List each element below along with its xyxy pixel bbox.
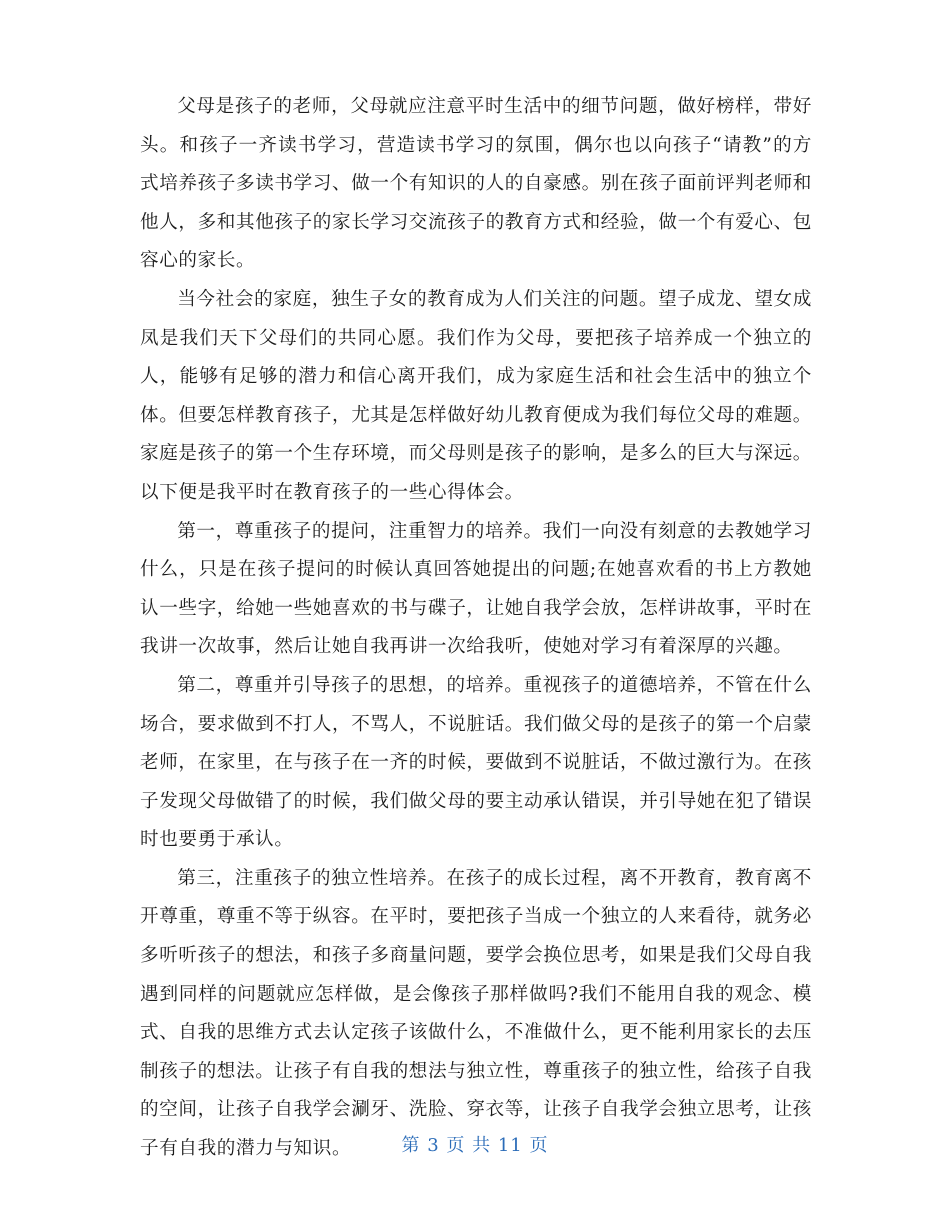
paragraph-third-point: 第三，注重孩子的独立性培养。在孩子的成长过程，离不开教育，教育离不开尊重，尊重不等于纵容。在平时，要把孩子当成一个独立的人来看待，就务必多听听孩子的想法，和孩子多商量问题，要学会换位思考，如果是我们父母自我遇到同样的问题就应怎样做，是会像孩子那样做吗?我们不能用自我的观念、模式、自我的思维方式去认定孩子该做什么，不准做什么，更不能利用家长的去压制孩子的想法。让孩子有自我的想法与独立性，尊重孩子的独立性，给孩子自我的空间，让孩子自我学会涮牙、洗脸、穿衣等，让孩子自我学会独立思考，让孩子有自我的潜力与知识。 bbox=[140, 867, 812, 1160]
paragraph-family-education: 当今社会的家庭，独生子女的教育成为人们关注的问题。望子成龙、望女成凤是我们天下父母们的共同心愿。我们作为父母，要把孩子培养成一个独立的人，能够有足够的潜力和信心离开我们，成为家庭生活和社会生活中的独立个体。但要怎样教育孩子，尤其是怎样做好幼儿教育便成为我们每位父母的难题。家庭是孩子的第一个生存环境，而父母则是孩子的影响，是多么的巨大与深远。以下便是我平时在教育孩子的一些心得体会。 bbox=[140, 288, 812, 503]
paragraph-first-point: 第一，尊重孩子的提问，注重智力的培养。我们一向没有刻意的去教她学习什么，只是在孩子提问的时候认真回答她提出的问题;在她喜欢看的书上方教她认一些字，给她一些她喜欢的书与碟子，让她自我学会放，怎样讲故事，平时在我讲一次故事，然后让她自我再讲一次给我听，使她对学习有着深厚的兴趣。 bbox=[140, 520, 812, 658]
paragraph-second-point: 第二，尊重并引导孩子的思想，的培养。重视孩子的道德培养，不管在什么场合，要求做到不打人，不骂人，不说脏话。我们做父母的是孩子的第一个启蒙老师，在家里，在与孩子在一齐的时候，要做到不说脏话，不做过激行为。在孩子发现父母做错了的时候，我们做父母的要主动承认错误，并引导她在犯了错误时也要勇于承认。 bbox=[140, 674, 812, 851]
page-number-footer: 第 3 页 共 11 页 bbox=[401, 1135, 549, 1156]
document-body bbox=[140, 88, 812, 1169]
paragraph-parent-role-model: 父母是孩子的老师，父母就应注意平时生活中的细节问题，做好榜样，带好头。和孩子一齐读书学习，营造读书学习的氛围，偶尔也以向孩子“请教”的方式培养孩子多读书学习、做一个有知识的人的自豪感。别在孩子面前评判老师和他人，多和其他孩子的家长学习交流孩子的教育方式和经验，做一个有爱心、包容心的家长。 bbox=[140, 96, 812, 272]
